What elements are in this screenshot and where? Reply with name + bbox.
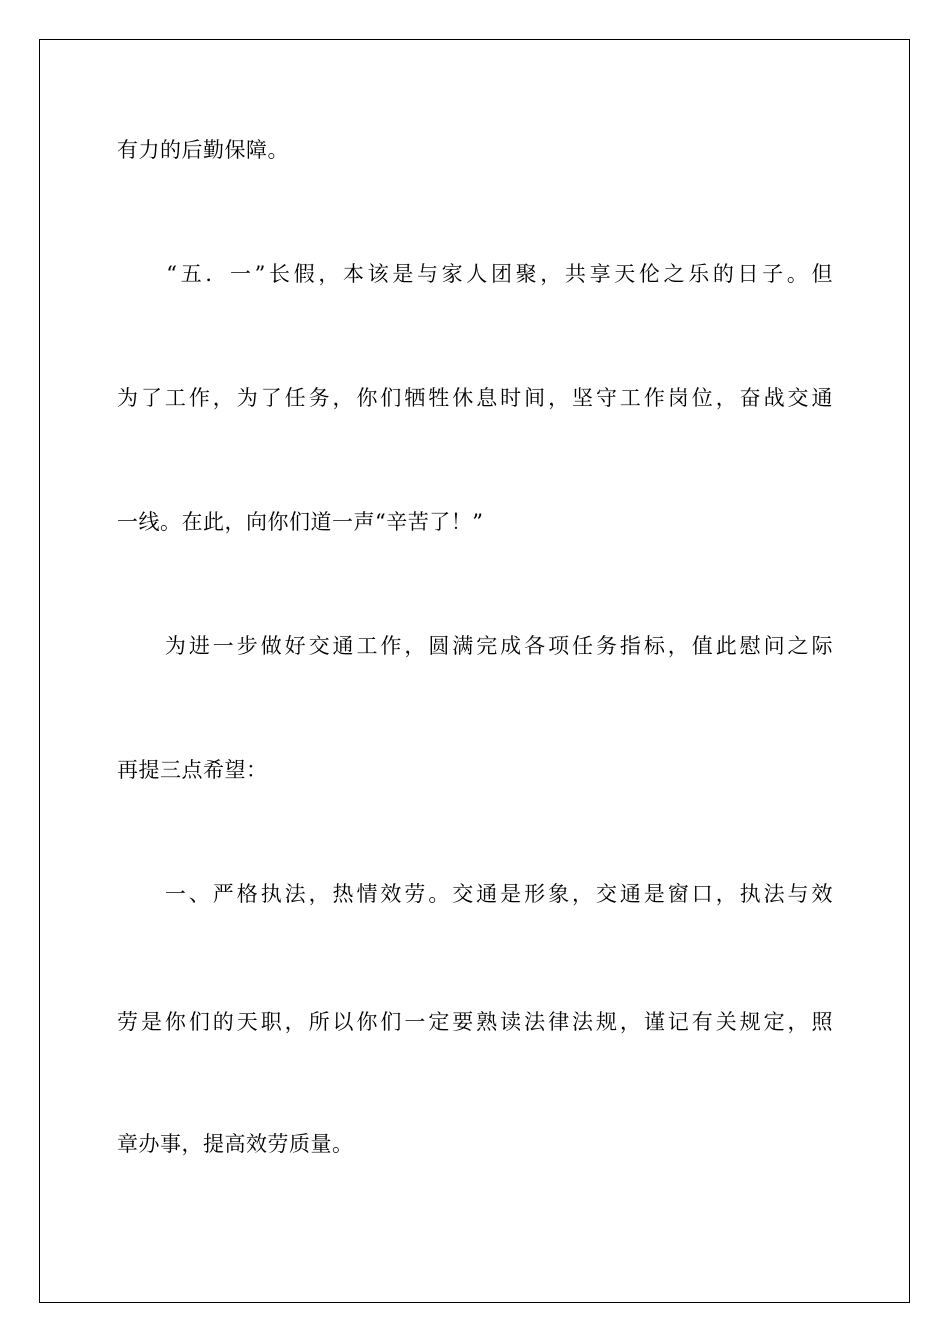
text-line: 为进一步做好交通工作，圆满完成各项任务指标，值此慰问之际 (117, 634, 833, 658)
page-border (39, 39, 910, 1303)
text-line: “五．一”长假，本该是与家人团聚，共享天伦之乐的日子。但 (117, 262, 833, 286)
text-line: 有力的后勤保障。 (117, 138, 289, 162)
text-line: 为了工作，为了任务，你们牺牲休息时间，坚守工作岗位，奋战交通 (117, 386, 833, 410)
text-line: 一线。在此，向你们道一声“辛苦了！” (117, 510, 484, 534)
text-line: 再提三点希望： (117, 758, 268, 782)
text-line: 劳是你们的天职，所以你们一定要熟读法律法规，谨记有关规定，照 (117, 1010, 833, 1034)
text-line: 章办事，提高效劳质量。 (117, 1132, 354, 1156)
text-line: 一、严格执法，热情效劳。交通是形象，交通是窗口，执法与效 (117, 882, 833, 906)
